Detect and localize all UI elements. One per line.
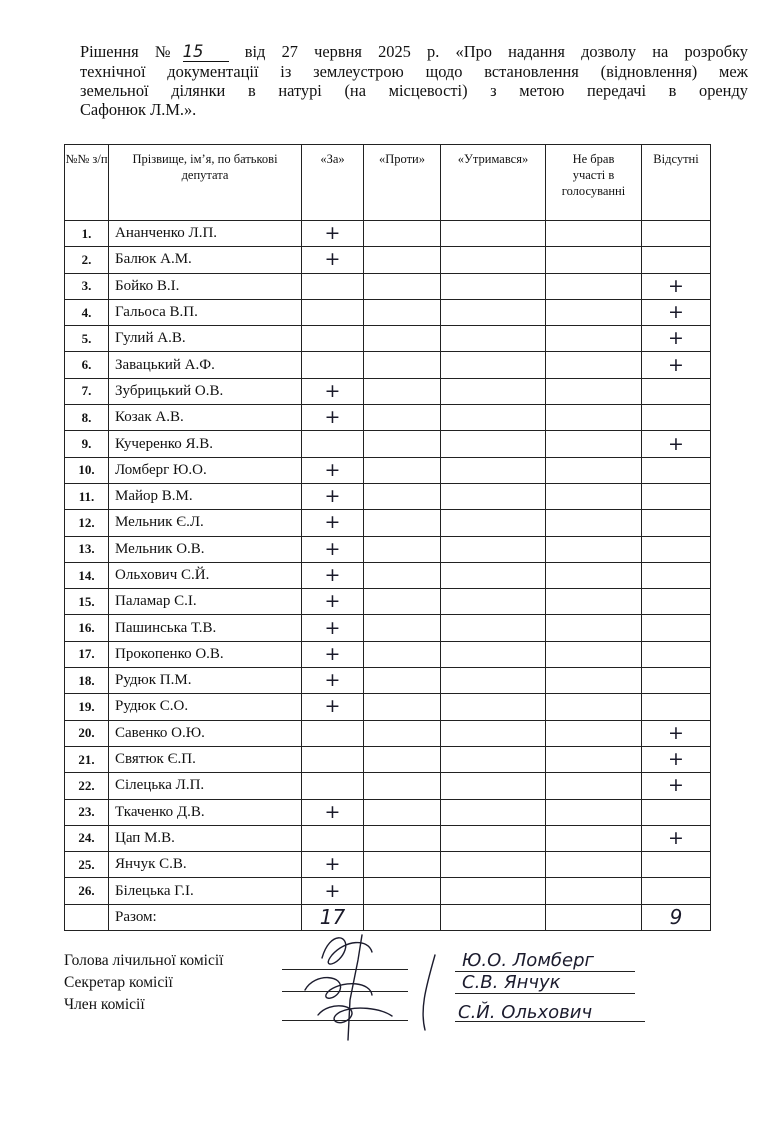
- vote-za-cell: [302, 326, 364, 352]
- vote-proty-cell: [364, 773, 441, 799]
- table-row: [65, 510, 711, 536]
- vote-ne-brav-cell: [546, 483, 642, 509]
- vote-ne-brav-cell: [546, 615, 642, 641]
- deputy-name: Бойко В.І.: [109, 273, 302, 299]
- row-number: 20.: [65, 720, 109, 746]
- vote-za-cell: [302, 299, 364, 325]
- vote-vidsutni-cell: [642, 852, 711, 878]
- vote-utrymavsia-cell: [441, 352, 546, 378]
- decision-title-line-4: Сафонюк Л.М.».: [80, 100, 197, 119]
- vote-vidsutni-cell: +: [642, 773, 711, 799]
- decision-title-line-2: технічної документації із землеустрою щодо встановлення (відновлення) меж: [80, 62, 748, 81]
- deputy-name: Мельник Є.Л.: [109, 510, 302, 536]
- deputy-name: Янчук С.В.: [109, 852, 302, 878]
- vote-utrymavsia-cell: [441, 589, 546, 615]
- vote-proty-cell: [364, 510, 441, 536]
- vote-vidsutni-cell: [642, 641, 711, 667]
- vote-za-cell: +: [302, 221, 364, 247]
- vote-vidsutni-cell: +: [642, 825, 711, 851]
- vote-ne-brav-cell: [546, 589, 642, 615]
- deputy-name: Гулий А.В.: [109, 326, 302, 352]
- table-row: [65, 694, 711, 720]
- vote-proty-cell: [364, 825, 441, 851]
- vote-utrymavsia-cell: [441, 247, 546, 273]
- vote-ne-brav-cell: [546, 799, 642, 825]
- deputy-name: Білецька Г.І.: [109, 878, 302, 904]
- vote-utrymavsia-cell: [441, 878, 546, 904]
- vote-ne-brav-cell: [546, 273, 642, 299]
- deputy-name: Паламар С.І.: [109, 589, 302, 615]
- vote-utrymavsia-cell: [441, 694, 546, 720]
- vote-ne-brav-cell: [546, 247, 642, 273]
- table-row: [65, 299, 711, 325]
- vote-za-cell: +: [302, 457, 364, 483]
- vote-ne-brav-cell: [546, 852, 642, 878]
- vote-ne-brav-cell: [546, 668, 642, 694]
- vote-proty-cell: [364, 247, 441, 273]
- vote-za-cell: +: [302, 799, 364, 825]
- header-vidsutni: Відсутні: [642, 145, 711, 221]
- vote-utrymavsia-cell: [441, 299, 546, 325]
- vote-ne-brav-cell: [546, 326, 642, 352]
- row-number: 2.: [65, 247, 109, 273]
- signer-name-2: С.В. Янчук: [462, 972, 561, 993]
- decision-prefix: Рішення №: [80, 42, 183, 61]
- role-secretary: Секретар комісії: [64, 974, 173, 991]
- vote-vidsutni-cell: [642, 562, 711, 588]
- vote-vidsutni-cell: [642, 668, 711, 694]
- row-number: 11.: [65, 483, 109, 509]
- vote-ne-brav-cell: [546, 773, 642, 799]
- row-number: 24.: [65, 825, 109, 851]
- vote-vidsutni-cell: [642, 378, 711, 404]
- vote-ne-brav-cell: [546, 825, 642, 851]
- vote-ne-brav-cell: [546, 536, 642, 562]
- name-line-2: [455, 993, 635, 994]
- row-number: 14.: [65, 562, 109, 588]
- vote-utrymavsia-cell: [441, 378, 546, 404]
- deputy-name: Святюк Є.П.: [109, 746, 302, 772]
- vote-proty-cell: [364, 694, 441, 720]
- vote-utrymavsia-cell: [441, 668, 546, 694]
- vote-utrymavsia-cell: [441, 641, 546, 667]
- vote-utrymavsia-cell: [441, 536, 546, 562]
- vote-utrymavsia-cell: [441, 852, 546, 878]
- vote-proty-cell: [364, 405, 441, 431]
- vote-vidsutni-cell: [642, 799, 711, 825]
- table-row: [65, 668, 711, 694]
- table-row: [65, 799, 711, 825]
- table-row: [65, 483, 711, 509]
- total-vidsutni: 9: [642, 904, 711, 930]
- deputy-name: Рудюк П.М.: [109, 668, 302, 694]
- vote-za-cell: +: [302, 878, 364, 904]
- deputy-name: Мельник О.В.: [109, 536, 302, 562]
- deputy-name: Балюк А.М.: [109, 247, 302, 273]
- header-name: Прізвище, ім’я, по батькові депутата: [109, 145, 302, 221]
- vote-vidsutni-cell: [642, 405, 711, 431]
- vote-za-cell: +: [302, 562, 364, 588]
- vote-vidsutni-cell: +: [642, 326, 711, 352]
- vote-proty-cell: [364, 457, 441, 483]
- vote-ne-brav-cell: [546, 720, 642, 746]
- vote-ne-brav-cell: [546, 405, 642, 431]
- vote-za-cell: +: [302, 510, 364, 536]
- vote-utrymavsia-cell: [441, 431, 546, 457]
- row-number: 7.: [65, 378, 109, 404]
- role-member: Член комісії: [64, 996, 145, 1013]
- vote-utrymavsia-cell: [441, 457, 546, 483]
- vote-ne-brav-cell: [546, 457, 642, 483]
- vote-vidsutni-cell: [642, 589, 711, 615]
- deputy-name: Рудюк С.О.: [109, 694, 302, 720]
- deputy-name: Завацький А.Ф.: [109, 352, 302, 378]
- vote-proty-cell: [364, 746, 441, 772]
- vote-ne-brav-cell: [546, 878, 642, 904]
- vote-utrymavsia-cell: [441, 483, 546, 509]
- decision-date-text: від 27 червня 2025 р. «Про надання дозволу на розробку: [228, 42, 748, 61]
- vote-za-cell: [302, 431, 364, 457]
- table-row: [65, 457, 711, 483]
- signature-line-2: [282, 991, 408, 992]
- header-utrymavsia: «Утримався»: [441, 145, 546, 221]
- vote-proty-cell: [364, 562, 441, 588]
- total-proty: [364, 904, 441, 930]
- vote-proty-cell: [364, 352, 441, 378]
- vote-ne-brav-cell: [546, 299, 642, 325]
- vote-vidsutni-cell: +: [642, 299, 711, 325]
- vote-proty-cell: [364, 720, 441, 746]
- vote-za-cell: +: [302, 378, 364, 404]
- table-row: [65, 378, 711, 404]
- vote-vidsutni-cell: [642, 615, 711, 641]
- vote-za-cell: +: [302, 405, 364, 431]
- vote-vidsutni-cell: [642, 483, 711, 509]
- vote-proty-cell: [364, 878, 441, 904]
- vote-proty-cell: [364, 273, 441, 299]
- decision-title: [80, 42, 748, 119]
- vote-proty-cell: [364, 641, 441, 667]
- row-number: 9.: [65, 431, 109, 457]
- header-number: №№ з/п: [65, 145, 109, 221]
- row-number: 13.: [65, 536, 109, 562]
- row-number: 8.: [65, 405, 109, 431]
- vote-utrymavsia-cell: [441, 562, 546, 588]
- table-row: [65, 562, 711, 588]
- vote-utrymavsia-cell: [441, 221, 546, 247]
- row-number: 5.: [65, 326, 109, 352]
- table-row: [65, 273, 711, 299]
- vote-vidsutni-cell: [642, 536, 711, 562]
- total-utrymavsia: [441, 904, 546, 930]
- vote-proty-cell: [364, 483, 441, 509]
- table-row: [65, 352, 711, 378]
- deputy-name: Майор В.М.: [109, 483, 302, 509]
- deputy-name: Ольхович С.Й.: [109, 562, 302, 588]
- vote-vidsutni-cell: +: [642, 352, 711, 378]
- deputy-name: Ткаченко Д.В.: [109, 799, 302, 825]
- row-number: 15.: [65, 589, 109, 615]
- vote-za-cell: +: [302, 641, 364, 667]
- header-za: «За»: [302, 145, 364, 221]
- row-number: 25.: [65, 852, 109, 878]
- commission-block: [64, 950, 223, 1016]
- vote-ne-brav-cell: [546, 562, 642, 588]
- deputy-name: Кучеренко Я.В.: [109, 431, 302, 457]
- deputy-name: Гальоса В.П.: [109, 299, 302, 325]
- row-number: 4.: [65, 299, 109, 325]
- table-row: [65, 405, 711, 431]
- row-number: 21.: [65, 746, 109, 772]
- total-empty-cell: [65, 904, 109, 930]
- row-number: 23.: [65, 799, 109, 825]
- row-number: 16.: [65, 615, 109, 641]
- table-header-row: [65, 145, 711, 221]
- row-number: 10.: [65, 457, 109, 483]
- table-row: [65, 825, 711, 851]
- voting-table: [64, 144, 711, 931]
- vote-proty-cell: [364, 378, 441, 404]
- vote-utrymavsia-cell: [441, 510, 546, 536]
- table-row: [65, 852, 711, 878]
- vote-utrymavsia-cell: [441, 615, 546, 641]
- vote-za-cell: +: [302, 668, 364, 694]
- deputy-name: Прокопенко О.В.: [109, 641, 302, 667]
- decision-title-line-3: земельної ділянки в натурі (на місцевості) з метою передачі в оренду: [80, 81, 748, 100]
- row-number: 12.: [65, 510, 109, 536]
- vote-ne-brav-cell: [546, 221, 642, 247]
- vote-proty-cell: [364, 615, 441, 641]
- row-number: 26.: [65, 878, 109, 904]
- vote-ne-brav-cell: [546, 694, 642, 720]
- vote-ne-brav-cell: [546, 510, 642, 536]
- vote-vidsutni-cell: [642, 457, 711, 483]
- vote-vidsutni-cell: +: [642, 431, 711, 457]
- deputy-name: Ломберг Ю.О.: [109, 457, 302, 483]
- signer-name-3: С.Й. Ольхович: [458, 1002, 593, 1023]
- vote-za-cell: [302, 825, 364, 851]
- vote-ne-brav-cell: [546, 378, 642, 404]
- deputy-name: Сілецька Л.П.: [109, 773, 302, 799]
- table-row: [65, 247, 711, 273]
- vote-proty-cell: [364, 668, 441, 694]
- total-label: Разом:: [109, 904, 302, 930]
- table-row: [65, 773, 711, 799]
- deputy-name: Цап М.В.: [109, 825, 302, 851]
- table-row: [65, 589, 711, 615]
- signer-name-1: Ю.О. Ломберг: [462, 950, 594, 971]
- vote-utrymavsia-cell: [441, 773, 546, 799]
- deputy-name: Козак А.В.: [109, 405, 302, 431]
- vote-vidsutni-cell: [642, 694, 711, 720]
- vote-vidsutni-cell: [642, 247, 711, 273]
- vote-vidsutni-cell: +: [642, 720, 711, 746]
- vote-utrymavsia-cell: [441, 825, 546, 851]
- role-chair: Голова лічильної комісії: [64, 952, 224, 969]
- vote-za-cell: +: [302, 247, 364, 273]
- vote-vidsutni-cell: +: [642, 746, 711, 772]
- vote-ne-brav-cell: [546, 431, 642, 457]
- vote-proty-cell: [364, 431, 441, 457]
- vote-utrymavsia-cell: [441, 273, 546, 299]
- signature-line-1: [282, 969, 408, 970]
- row-number: 17.: [65, 641, 109, 667]
- vote-za-cell: +: [302, 615, 364, 641]
- vote-za-cell: [302, 720, 364, 746]
- vote-ne-brav-cell: [546, 352, 642, 378]
- vote-vidsutni-cell: [642, 878, 711, 904]
- vote-utrymavsia-cell: [441, 720, 546, 746]
- deputy-name: Ананченко Л.П.: [109, 221, 302, 247]
- vote-za-cell: [302, 352, 364, 378]
- table-row: [65, 746, 711, 772]
- decision-number: 15: [183, 42, 229, 62]
- vote-za-cell: [302, 773, 364, 799]
- vote-proty-cell: [364, 589, 441, 615]
- deputy-name: Пашинська Т.В.: [109, 615, 302, 641]
- vote-utrymavsia-cell: [441, 326, 546, 352]
- row-number: 3.: [65, 273, 109, 299]
- total-za: 17: [302, 904, 364, 930]
- vote-proty-cell: [364, 299, 441, 325]
- vote-utrymavsia-cell: [441, 799, 546, 825]
- row-number: 18.: [65, 668, 109, 694]
- row-number: 6.: [65, 352, 109, 378]
- table-row: [65, 641, 711, 667]
- vote-za-cell: [302, 746, 364, 772]
- vote-vidsutni-cell: [642, 221, 711, 247]
- vote-proty-cell: [364, 799, 441, 825]
- table-row: [65, 720, 711, 746]
- vote-proty-cell: [364, 536, 441, 562]
- vote-za-cell: +: [302, 852, 364, 878]
- row-number: 22.: [65, 773, 109, 799]
- vote-vidsutni-cell: +: [642, 273, 711, 299]
- vote-proty-cell: [364, 221, 441, 247]
- vote-proty-cell: [364, 852, 441, 878]
- header-proty: «Проти»: [364, 145, 441, 221]
- decision-title-line-1: [80, 42, 748, 62]
- vote-vidsutni-cell: [642, 510, 711, 536]
- table-row: [65, 878, 711, 904]
- vote-za-cell: +: [302, 483, 364, 509]
- signature-line-3: [282, 1020, 408, 1021]
- row-number: 1.: [65, 221, 109, 247]
- table-row: [65, 326, 711, 352]
- deputy-name: Савенко О.Ю.: [109, 720, 302, 746]
- vote-za-cell: +: [302, 589, 364, 615]
- table-row: [65, 431, 711, 457]
- table-row: [65, 221, 711, 247]
- table-row: [65, 536, 711, 562]
- deputy-name: Зубрицький О.В.: [109, 378, 302, 404]
- row-number: 19.: [65, 694, 109, 720]
- vote-za-cell: +: [302, 694, 364, 720]
- table-row: [65, 615, 711, 641]
- vote-za-cell: [302, 273, 364, 299]
- vote-utrymavsia-cell: [441, 405, 546, 431]
- vote-proty-cell: [364, 326, 441, 352]
- vote-ne-brav-cell: [546, 641, 642, 667]
- vote-utrymavsia-cell: [441, 746, 546, 772]
- header-ne-brav-uchasti: Не брав участі в голосуванні: [546, 145, 642, 221]
- vote-za-cell: +: [302, 536, 364, 562]
- total-row: [65, 904, 711, 930]
- total-ne-brav: [546, 904, 642, 930]
- vote-ne-brav-cell: [546, 746, 642, 772]
